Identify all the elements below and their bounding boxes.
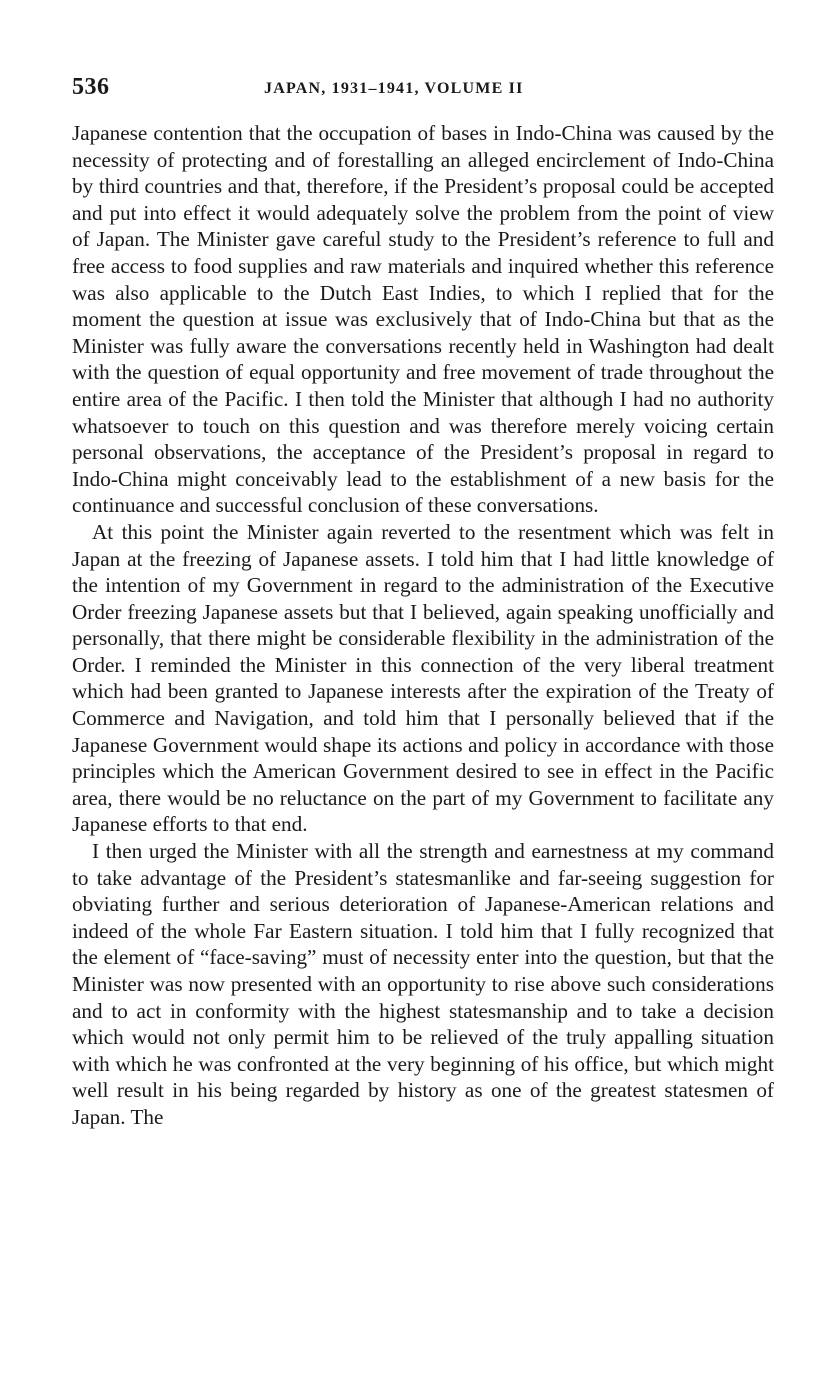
running-title: JAPAN, 1931–1941, VOLUME II	[264, 80, 524, 97]
paragraph-1: Japanese contention that the occupation of bases in Indo-China was caused by the necessity of protecting and of forestalling an alleged encirclement of Indo-China by third countries and that, therefore, if the President’s proposal could be accepted and put into effect it would adequately solve the problem from the point of view of Japan. The Minister gave careful study to the President’s reference to full and free access to food supplies and raw materials and inquired whether this reference was also applicable to the Dutch East Indies, to which I replied that for the moment the question at issue was exclusively that of Indo-China but that as the Minister was fully aware the conversations recently held in Washington had dealt with the question of equal opportunity and free movement of trade throughout the entire area of the Pacific. I then told the Minister that although I had no authority whatsoever to touch on this question and was therefore merely voicing certain personal observations, the acceptance of the President’s proposal in regard to Indo-China might conceivably lead to the establishment of a new basis for the continuance and successful conclusion of these conversations.	[72, 121, 774, 518]
body-text	[72, 120, 774, 1131]
paragraph-2: At this point the Minister again reverted to the resentment which was felt in Japan at the freezing of Japanese assets. I told him that I had little knowledge of the intention of my Government in regard to the administration of the Executive Order freezing Japanese assets but that I believed, again speaking unofficially and personally, that there might be considerable flexibility in the administration of the Order. I reminded the Minister in this connection of the very liberal treatment which had been granted to Japanese interests after the expiration of the Treaty of Commerce and Navigation, and told him that I personally believed that if the Japanese Government would shape its actions and policy in accordance with those principles which the American Government desired to see in effect in the Pacific area, there would be no reluctance on the part of my Government to facilitate any Japanese efforts to that end.	[72, 519, 774, 837]
paragraph-3: I then urged the Minister with all the strength and earnestness at my command to take advantage of the President’s statesmanlike and far-seeing suggestion for obviating further and serious deterioration of Japanese-American relations and indeed of the whole Far Eastern situation. I told him that I fully recognized that the element of “face-saving” must of necessity enter into the question, but that the Minister was now presented with an opportunity to rise above such considerations and to act in conformity with the highest statesmanship and to take a decision which would not only permit him to be relieved of the truly appalling situation with which he was confronted at the very beginning of his office, but which might well result in his being regarded by history as one of the greatest statesmen of Japan. The	[72, 839, 774, 1129]
running-head	[72, 74, 774, 104]
page-number: 536	[72, 74, 110, 100]
